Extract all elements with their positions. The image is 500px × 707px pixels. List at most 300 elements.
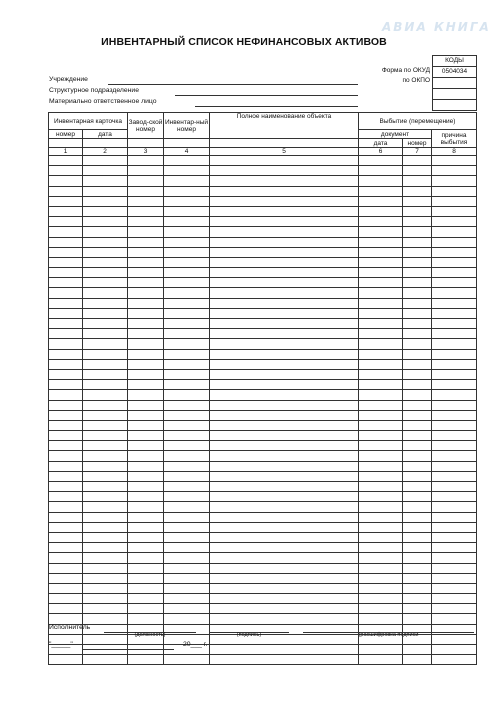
table-cell[interactable] xyxy=(128,512,164,522)
table-cell[interactable] xyxy=(164,247,210,257)
table-cell[interactable] xyxy=(49,614,83,624)
table-cell[interactable] xyxy=(164,237,210,247)
table-cell[interactable] xyxy=(164,308,210,318)
table-cell[interactable] xyxy=(210,380,359,390)
table-cell[interactable] xyxy=(128,461,164,471)
table-cell[interactable] xyxy=(164,655,210,665)
table-cell[interactable] xyxy=(210,206,359,216)
table-cell[interactable] xyxy=(83,420,128,430)
table-cell[interactable] xyxy=(210,319,359,329)
table-cell[interactable] xyxy=(210,614,359,624)
table-cell[interactable] xyxy=(403,339,432,349)
table-cell[interactable] xyxy=(403,247,432,257)
date-year[interactable]: 20___ г. xyxy=(183,641,208,648)
table-cell[interactable] xyxy=(164,431,210,441)
code-blank-1[interactable] xyxy=(433,89,476,100)
table-cell[interactable] xyxy=(359,369,403,379)
table-cell[interactable] xyxy=(83,502,128,512)
table-cell[interactable] xyxy=(359,308,403,318)
table-cell[interactable] xyxy=(49,206,83,216)
table-cell[interactable] xyxy=(210,400,359,410)
table-cell[interactable] xyxy=(403,349,432,359)
table-cell[interactable] xyxy=(128,400,164,410)
table-cell[interactable] xyxy=(49,522,83,532)
table-cell[interactable] xyxy=(210,349,359,359)
table-cell[interactable] xyxy=(359,349,403,359)
table-cell[interactable] xyxy=(49,369,83,379)
table-cell[interactable] xyxy=(403,573,432,583)
table-cell[interactable] xyxy=(164,563,210,573)
table-cell[interactable] xyxy=(210,156,359,166)
table-cell[interactable] xyxy=(403,166,432,176)
table-cell[interactable] xyxy=(49,257,83,267)
table-cell[interactable] xyxy=(432,217,477,227)
table-cell[interactable] xyxy=(128,278,164,288)
table-cell[interactable] xyxy=(210,196,359,206)
date-month-field[interactable] xyxy=(82,649,174,650)
table-cell[interactable] xyxy=(49,512,83,522)
table-cell[interactable] xyxy=(128,573,164,583)
table-cell[interactable] xyxy=(49,583,83,593)
table-cell[interactable] xyxy=(164,380,210,390)
table-cell[interactable] xyxy=(403,461,432,471)
table-cell[interactable] xyxy=(128,176,164,186)
table-cell[interactable] xyxy=(164,390,210,400)
table-cell[interactable] xyxy=(359,502,403,512)
table-cell[interactable] xyxy=(164,522,210,532)
table-cell[interactable] xyxy=(432,543,477,553)
table-cell[interactable] xyxy=(432,237,477,247)
okpo-value[interactable] xyxy=(433,78,476,89)
table-cell[interactable] xyxy=(164,512,210,522)
table-cell[interactable] xyxy=(49,339,83,349)
table-cell[interactable] xyxy=(210,227,359,237)
table-cell[interactable] xyxy=(403,594,432,604)
table-cell[interactable] xyxy=(210,655,359,665)
table-cell[interactable] xyxy=(432,186,477,196)
table-cell[interactable] xyxy=(128,594,164,604)
table-cell[interactable] xyxy=(164,614,210,624)
table-cell[interactable] xyxy=(128,339,164,349)
table-cell[interactable] xyxy=(210,166,359,176)
table-cell[interactable] xyxy=(432,502,477,512)
table-cell[interactable] xyxy=(432,655,477,665)
table-cell[interactable] xyxy=(83,278,128,288)
table-cell[interactable] xyxy=(83,308,128,318)
table-cell[interactable] xyxy=(403,196,432,206)
table-cell[interactable] xyxy=(210,420,359,430)
table-cell[interactable] xyxy=(164,298,210,308)
table-cell[interactable] xyxy=(128,583,164,593)
table-cell[interactable] xyxy=(164,227,210,237)
table-cell[interactable] xyxy=(128,563,164,573)
table-cell[interactable] xyxy=(83,532,128,542)
table-cell[interactable] xyxy=(49,482,83,492)
table-cell[interactable] xyxy=(128,655,164,665)
table-cell[interactable] xyxy=(128,217,164,227)
table-cell[interactable] xyxy=(210,583,359,593)
table-cell[interactable] xyxy=(83,247,128,257)
table-cell[interactable] xyxy=(210,502,359,512)
table-cell[interactable] xyxy=(403,278,432,288)
table-cell[interactable] xyxy=(49,573,83,583)
table-cell[interactable] xyxy=(49,410,83,420)
table-cell[interactable] xyxy=(83,563,128,573)
table-cell[interactable] xyxy=(359,522,403,532)
table-cell[interactable] xyxy=(128,166,164,176)
table-cell[interactable] xyxy=(128,451,164,461)
table-cell[interactable] xyxy=(49,166,83,176)
table-cell[interactable] xyxy=(359,543,403,553)
table-cell[interactable] xyxy=(359,227,403,237)
table-cell[interactable] xyxy=(128,227,164,237)
table-cell[interactable] xyxy=(432,482,477,492)
table-cell[interactable] xyxy=(49,288,83,298)
table-cell[interactable] xyxy=(128,410,164,420)
table-cell[interactable] xyxy=(210,604,359,614)
table-cell[interactable] xyxy=(359,247,403,257)
table-cell[interactable] xyxy=(210,268,359,278)
table-cell[interactable] xyxy=(83,583,128,593)
table-cell[interactable] xyxy=(432,257,477,267)
table-cell[interactable] xyxy=(210,431,359,441)
table-cell[interactable] xyxy=(128,319,164,329)
table-cell[interactable] xyxy=(164,492,210,502)
table-cell[interactable] xyxy=(432,532,477,542)
table-cell[interactable] xyxy=(49,237,83,247)
table-cell[interactable] xyxy=(83,543,128,553)
table-cell[interactable] xyxy=(164,257,210,267)
table-cell[interactable] xyxy=(128,380,164,390)
table-cell[interactable] xyxy=(128,532,164,542)
table-cell[interactable] xyxy=(164,196,210,206)
table-cell[interactable] xyxy=(403,410,432,420)
department-field[interactable] xyxy=(175,95,358,96)
table-cell[interactable] xyxy=(128,522,164,532)
table-cell[interactable] xyxy=(83,196,128,206)
date-day[interactable]: "_____" xyxy=(49,641,73,648)
table-cell[interactable] xyxy=(83,339,128,349)
table-cell[interactable] xyxy=(128,349,164,359)
table-cell[interactable] xyxy=(83,614,128,624)
table-cell[interactable] xyxy=(432,339,477,349)
table-cell[interactable] xyxy=(83,319,128,329)
table-cell[interactable] xyxy=(432,400,477,410)
table-cell[interactable] xyxy=(359,482,403,492)
table-cell[interactable] xyxy=(432,420,477,430)
table-cell[interactable] xyxy=(210,390,359,400)
table-cell[interactable] xyxy=(164,217,210,227)
table-cell[interactable] xyxy=(403,390,432,400)
table-cell[interactable] xyxy=(49,420,83,430)
table-cell[interactable] xyxy=(164,268,210,278)
table-cell[interactable] xyxy=(432,227,477,237)
table-cell[interactable] xyxy=(359,645,403,655)
table-cell[interactable] xyxy=(210,543,359,553)
table-cell[interactable] xyxy=(359,492,403,502)
table-cell[interactable] xyxy=(432,380,477,390)
table-cell[interactable] xyxy=(83,482,128,492)
table-cell[interactable] xyxy=(403,380,432,390)
table-cell[interactable] xyxy=(128,614,164,624)
table-cell[interactable] xyxy=(432,288,477,298)
okud-value[interactable]: 0504034 xyxy=(433,67,476,78)
table-cell[interactable] xyxy=(164,156,210,166)
table-cell[interactable] xyxy=(432,369,477,379)
table-cell[interactable] xyxy=(128,329,164,339)
table-cell[interactable] xyxy=(359,390,403,400)
table-cell[interactable] xyxy=(83,380,128,390)
table-cell[interactable] xyxy=(210,441,359,451)
table-cell[interactable] xyxy=(403,604,432,614)
table-cell[interactable] xyxy=(403,176,432,186)
table-cell[interactable] xyxy=(359,329,403,339)
table-cell[interactable] xyxy=(128,156,164,166)
responsible-field[interactable] xyxy=(195,106,358,107)
table-cell[interactable] xyxy=(49,543,83,553)
table-cell[interactable] xyxy=(403,329,432,339)
table-cell[interactable] xyxy=(128,604,164,614)
table-cell[interactable] xyxy=(432,247,477,257)
table-cell[interactable] xyxy=(359,237,403,247)
table-cell[interactable] xyxy=(359,217,403,227)
table-cell[interactable] xyxy=(432,583,477,593)
table-cell[interactable] xyxy=(164,583,210,593)
table-cell[interactable] xyxy=(432,308,477,318)
table-cell[interactable] xyxy=(83,186,128,196)
table-cell[interactable] xyxy=(210,217,359,227)
table-cell[interactable] xyxy=(83,573,128,583)
table-cell[interactable] xyxy=(49,349,83,359)
table-cell[interactable] xyxy=(49,217,83,227)
table-cell[interactable] xyxy=(83,288,128,298)
table-cell[interactable] xyxy=(164,451,210,461)
table-cell[interactable] xyxy=(83,594,128,604)
table-cell[interactable] xyxy=(49,308,83,318)
table-cell[interactable] xyxy=(403,420,432,430)
table-cell[interactable] xyxy=(432,319,477,329)
table-cell[interactable] xyxy=(128,308,164,318)
table-cell[interactable] xyxy=(164,410,210,420)
table-cell[interactable] xyxy=(83,156,128,166)
table-cell[interactable] xyxy=(210,461,359,471)
table-cell[interactable] xyxy=(359,573,403,583)
table-cell[interactable] xyxy=(83,471,128,481)
table-cell[interactable] xyxy=(49,441,83,451)
table-cell[interactable] xyxy=(83,257,128,267)
table-cell[interactable] xyxy=(128,359,164,369)
table-cell[interactable] xyxy=(164,482,210,492)
table-cell[interactable] xyxy=(359,380,403,390)
table-cell[interactable] xyxy=(210,186,359,196)
table-cell[interactable] xyxy=(359,553,403,563)
table-cell[interactable] xyxy=(403,532,432,542)
table-cell[interactable] xyxy=(83,217,128,227)
table-cell[interactable] xyxy=(403,583,432,593)
table-cell[interactable] xyxy=(83,176,128,186)
table-cell[interactable] xyxy=(49,380,83,390)
table-cell[interactable] xyxy=(210,288,359,298)
table-cell[interactable] xyxy=(83,359,128,369)
table-cell[interactable] xyxy=(359,298,403,308)
table-cell[interactable] xyxy=(128,482,164,492)
table-cell[interactable] xyxy=(210,329,359,339)
table-cell[interactable] xyxy=(432,431,477,441)
table-cell[interactable] xyxy=(83,369,128,379)
table-cell[interactable] xyxy=(128,390,164,400)
table-cell[interactable] xyxy=(210,339,359,349)
table-cell[interactable] xyxy=(128,196,164,206)
table-cell[interactable] xyxy=(359,288,403,298)
table-cell[interactable] xyxy=(128,420,164,430)
table-cell[interactable] xyxy=(83,268,128,278)
table-cell[interactable] xyxy=(128,237,164,247)
table-cell[interactable] xyxy=(403,288,432,298)
table-cell[interactable] xyxy=(359,532,403,542)
table-cell[interactable] xyxy=(359,166,403,176)
table-cell[interactable] xyxy=(83,553,128,563)
table-cell[interactable] xyxy=(403,298,432,308)
table-cell[interactable] xyxy=(432,645,477,655)
table-cell[interactable] xyxy=(432,512,477,522)
table-cell[interactable] xyxy=(210,522,359,532)
table-cell[interactable] xyxy=(432,278,477,288)
table-cell[interactable] xyxy=(432,268,477,278)
table-cell[interactable] xyxy=(164,359,210,369)
table-cell[interactable] xyxy=(164,441,210,451)
table-cell[interactable] xyxy=(164,339,210,349)
table-cell[interactable] xyxy=(359,410,403,420)
table-cell[interactable] xyxy=(403,156,432,166)
table-cell[interactable] xyxy=(432,349,477,359)
table-cell[interactable] xyxy=(164,400,210,410)
institution-field[interactable] xyxy=(108,84,358,85)
table-cell[interactable] xyxy=(359,594,403,604)
table-cell[interactable] xyxy=(432,196,477,206)
table-cell[interactable] xyxy=(432,166,477,176)
table-cell[interactable] xyxy=(164,553,210,563)
table-cell[interactable] xyxy=(210,369,359,379)
table-cell[interactable] xyxy=(432,329,477,339)
table-cell[interactable] xyxy=(83,512,128,522)
table-cell[interactable] xyxy=(403,482,432,492)
table-cell[interactable] xyxy=(359,176,403,186)
table-cell[interactable] xyxy=(432,573,477,583)
table-cell[interactable] xyxy=(83,604,128,614)
table-cell[interactable] xyxy=(432,441,477,451)
table-cell[interactable] xyxy=(83,329,128,339)
table-cell[interactable] xyxy=(210,278,359,288)
table-cell[interactable] xyxy=(83,492,128,502)
table-cell[interactable] xyxy=(359,156,403,166)
table-cell[interactable] xyxy=(83,522,128,532)
table-cell[interactable] xyxy=(210,257,359,267)
table-cell[interactable] xyxy=(164,319,210,329)
table-cell[interactable] xyxy=(128,492,164,502)
table-cell[interactable] xyxy=(210,247,359,257)
table-cell[interactable] xyxy=(403,369,432,379)
table-cell[interactable] xyxy=(403,237,432,247)
table-cell[interactable] xyxy=(403,655,432,665)
table-cell[interactable] xyxy=(49,431,83,441)
table-cell[interactable] xyxy=(128,369,164,379)
table-cell[interactable] xyxy=(210,359,359,369)
table-cell[interactable] xyxy=(210,594,359,604)
table-cell[interactable] xyxy=(403,308,432,318)
table-cell[interactable] xyxy=(83,431,128,441)
table-cell[interactable] xyxy=(432,451,477,461)
table-cell[interactable] xyxy=(164,176,210,186)
table-cell[interactable] xyxy=(403,543,432,553)
table-cell[interactable] xyxy=(432,614,477,624)
table-cell[interactable] xyxy=(83,410,128,420)
table-cell[interactable] xyxy=(403,400,432,410)
table-cell[interactable] xyxy=(49,563,83,573)
table-cell[interactable] xyxy=(49,359,83,369)
table-cell[interactable] xyxy=(403,186,432,196)
table-cell[interactable] xyxy=(164,461,210,471)
table-cell[interactable] xyxy=(164,471,210,481)
table-cell[interactable] xyxy=(359,614,403,624)
table-cell[interactable] xyxy=(210,451,359,461)
table-cell[interactable] xyxy=(432,390,477,400)
table-cell[interactable] xyxy=(403,431,432,441)
table-cell[interactable] xyxy=(83,400,128,410)
table-cell[interactable] xyxy=(128,257,164,267)
table-cell[interactable] xyxy=(432,492,477,502)
table-cell[interactable] xyxy=(49,176,83,186)
table-cell[interactable] xyxy=(432,563,477,573)
table-cell[interactable] xyxy=(49,390,83,400)
table-cell[interactable] xyxy=(403,451,432,461)
table-cell[interactable] xyxy=(359,655,403,665)
table-cell[interactable] xyxy=(403,553,432,563)
table-cell[interactable] xyxy=(164,573,210,583)
table-cell[interactable] xyxy=(49,329,83,339)
table-cell[interactable] xyxy=(403,319,432,329)
table-cell[interactable] xyxy=(432,461,477,471)
table-cell[interactable] xyxy=(49,492,83,502)
table-cell[interactable] xyxy=(403,471,432,481)
table-cell[interactable] xyxy=(164,206,210,216)
table-cell[interactable] xyxy=(83,451,128,461)
table-cell[interactable] xyxy=(432,206,477,216)
table-cell[interactable] xyxy=(83,227,128,237)
table-cell[interactable] xyxy=(210,410,359,420)
table-cell[interactable] xyxy=(49,227,83,237)
table-cell[interactable] xyxy=(210,492,359,502)
table-cell[interactable] xyxy=(49,196,83,206)
table-cell[interactable] xyxy=(359,186,403,196)
table-cell[interactable] xyxy=(210,532,359,542)
table-cell[interactable] xyxy=(403,206,432,216)
table-cell[interactable] xyxy=(49,298,83,308)
table-cell[interactable] xyxy=(83,206,128,216)
table-cell[interactable] xyxy=(83,349,128,359)
table-cell[interactable] xyxy=(49,461,83,471)
table-cell[interactable] xyxy=(49,502,83,512)
table-cell[interactable] xyxy=(359,451,403,461)
table-cell[interactable] xyxy=(403,492,432,502)
table-cell[interactable] xyxy=(403,268,432,278)
table-cell[interactable] xyxy=(128,298,164,308)
table-cell[interactable] xyxy=(83,237,128,247)
table-cell[interactable] xyxy=(359,257,403,267)
table-cell[interactable] xyxy=(128,553,164,563)
table-cell[interactable] xyxy=(359,441,403,451)
table-cell[interactable] xyxy=(403,257,432,267)
table-cell[interactable] xyxy=(164,594,210,604)
